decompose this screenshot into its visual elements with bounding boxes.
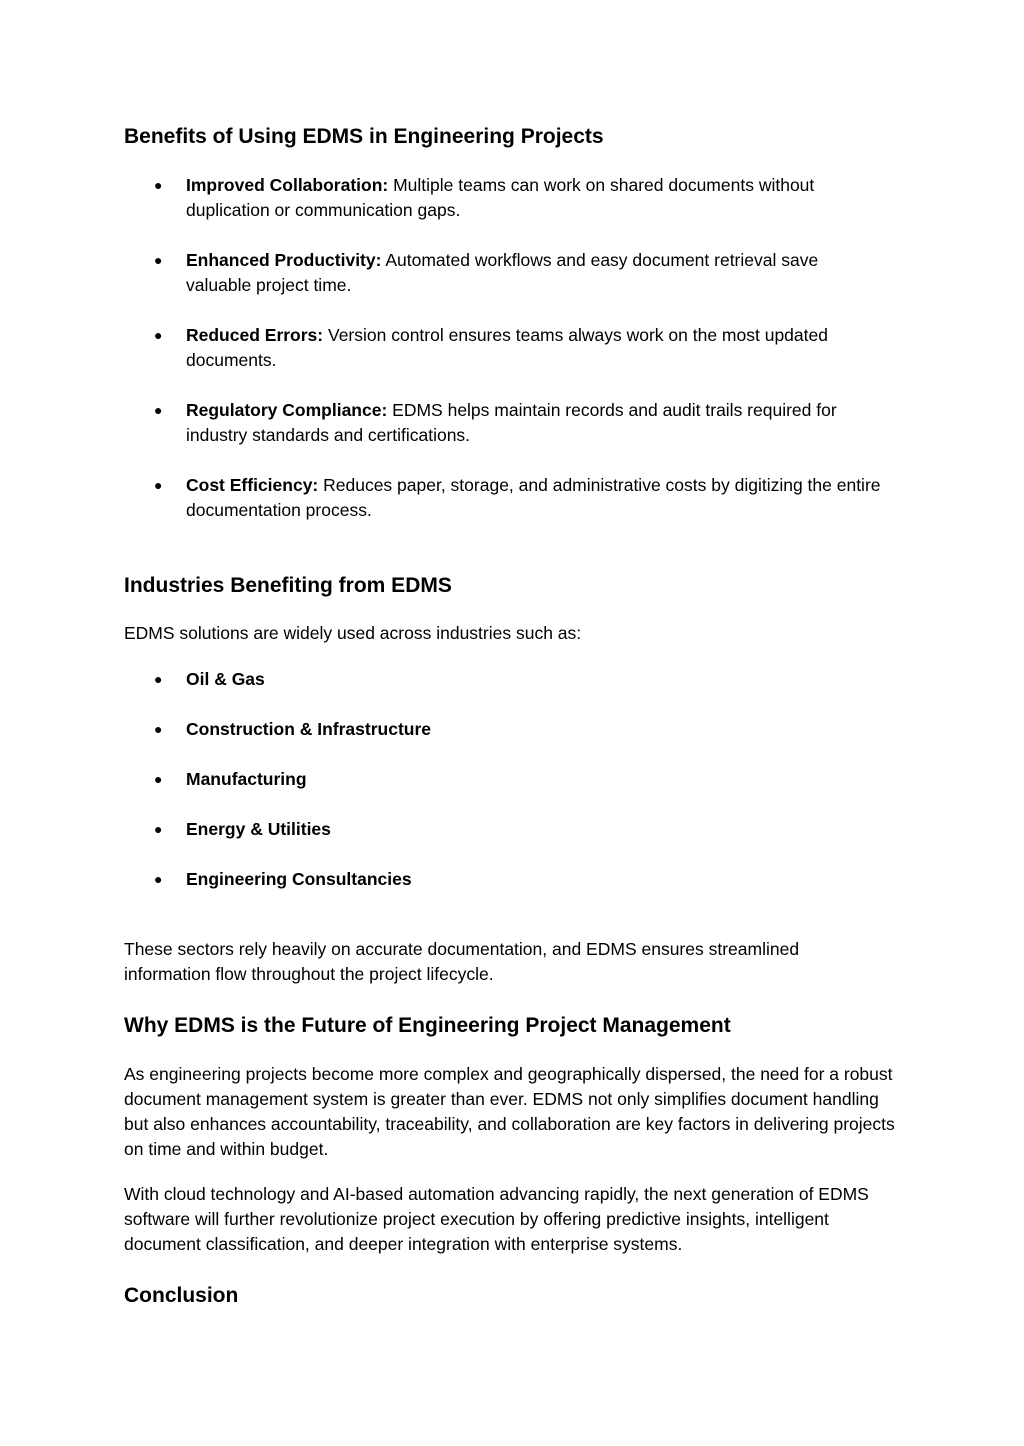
bullet-icon: ● bbox=[154, 402, 163, 418]
industries-intro: EDMS solutions are widely used across industries such as: bbox=[124, 623, 582, 643]
bullet-icon: ● bbox=[154, 177, 163, 193]
item-text: Reduces paper, storage, and administrative costs by digitizing the entire documentation process. bbox=[186, 475, 881, 520]
bullet-icon: ● bbox=[154, 671, 163, 687]
bullet-icon: ● bbox=[154, 721, 163, 737]
list-item bbox=[154, 323, 886, 373]
item-text: EDMS helps maintain records and audit trails required for industry standards and certifications. bbox=[186, 400, 837, 445]
item-term: Engineering Consultancies bbox=[186, 869, 412, 889]
list-item bbox=[154, 398, 896, 448]
item-text: Version control ensures teams always work on the most updated documents. bbox=[186, 325, 828, 370]
bullet-icon: ● bbox=[154, 871, 163, 887]
item-term: Regulatory Compliance: bbox=[186, 400, 388, 420]
item-term: Construction & Infrastructure bbox=[186, 719, 432, 739]
item-text: Multiple teams can work on shared documents without duplication or communication gaps. bbox=[186, 175, 815, 220]
industries-outro: These sectors rely heavily on accurate documentation, and EDMS ensures streamlined information flow throughout the project lifecycle. bbox=[124, 939, 800, 984]
future-paragraph-1: As engineering projects become more complex and geographically dispersed, the need for a robust document management system is greater than ever. EDMS not only simplifies document handling but also enhances accountability, traceability, and collaboration are key factors in delivering projects on time and within budget. bbox=[124, 1064, 895, 1159]
item-text: Automated workflows and easy document retrieval save valuable project time. bbox=[186, 250, 819, 295]
list-item bbox=[154, 173, 886, 223]
item-term: Reduced Errors: bbox=[186, 325, 324, 345]
list-item bbox=[154, 473, 891, 523]
bullet-icon: ● bbox=[154, 327, 163, 343]
list-item bbox=[154, 817, 906, 842]
heading-future: Why EDMS is the Future of Engineering Project Management bbox=[124, 1014, 731, 1037]
heading-benefits: Benefits of Using EDMS in Engineering Projects bbox=[124, 125, 604, 148]
heading-conclusion: Conclusion bbox=[124, 1284, 239, 1307]
item-term: Manufacturing bbox=[186, 769, 307, 789]
bullet-icon: ● bbox=[154, 821, 163, 837]
bullet-icon: ● bbox=[154, 477, 163, 493]
heading-industries: Industries Benefiting from EDMS bbox=[124, 574, 452, 597]
list-item bbox=[154, 248, 886, 298]
bullet-icon: ● bbox=[154, 252, 163, 268]
future-paragraph-2: With cloud technology and AI-based automation advancing rapidly, the next generation of EDMS software will further revolutionize project execution by offering predictive insights, intelligent document classification, and deeper integration with enterprise systems. bbox=[124, 1184, 869, 1254]
item-term: Cost Efficiency: bbox=[186, 475, 319, 495]
list-item bbox=[154, 767, 906, 792]
item-term: Oil & Gas bbox=[186, 669, 265, 689]
bullet-icon: ● bbox=[154, 771, 163, 787]
item-term: Enhanced Productivity: bbox=[186, 250, 382, 270]
item-term: Improved Collaboration: bbox=[186, 175, 389, 195]
list-item bbox=[154, 667, 906, 692]
list-item bbox=[154, 717, 906, 742]
item-term: Energy & Utilities bbox=[186, 819, 331, 839]
list-item bbox=[154, 867, 906, 892]
